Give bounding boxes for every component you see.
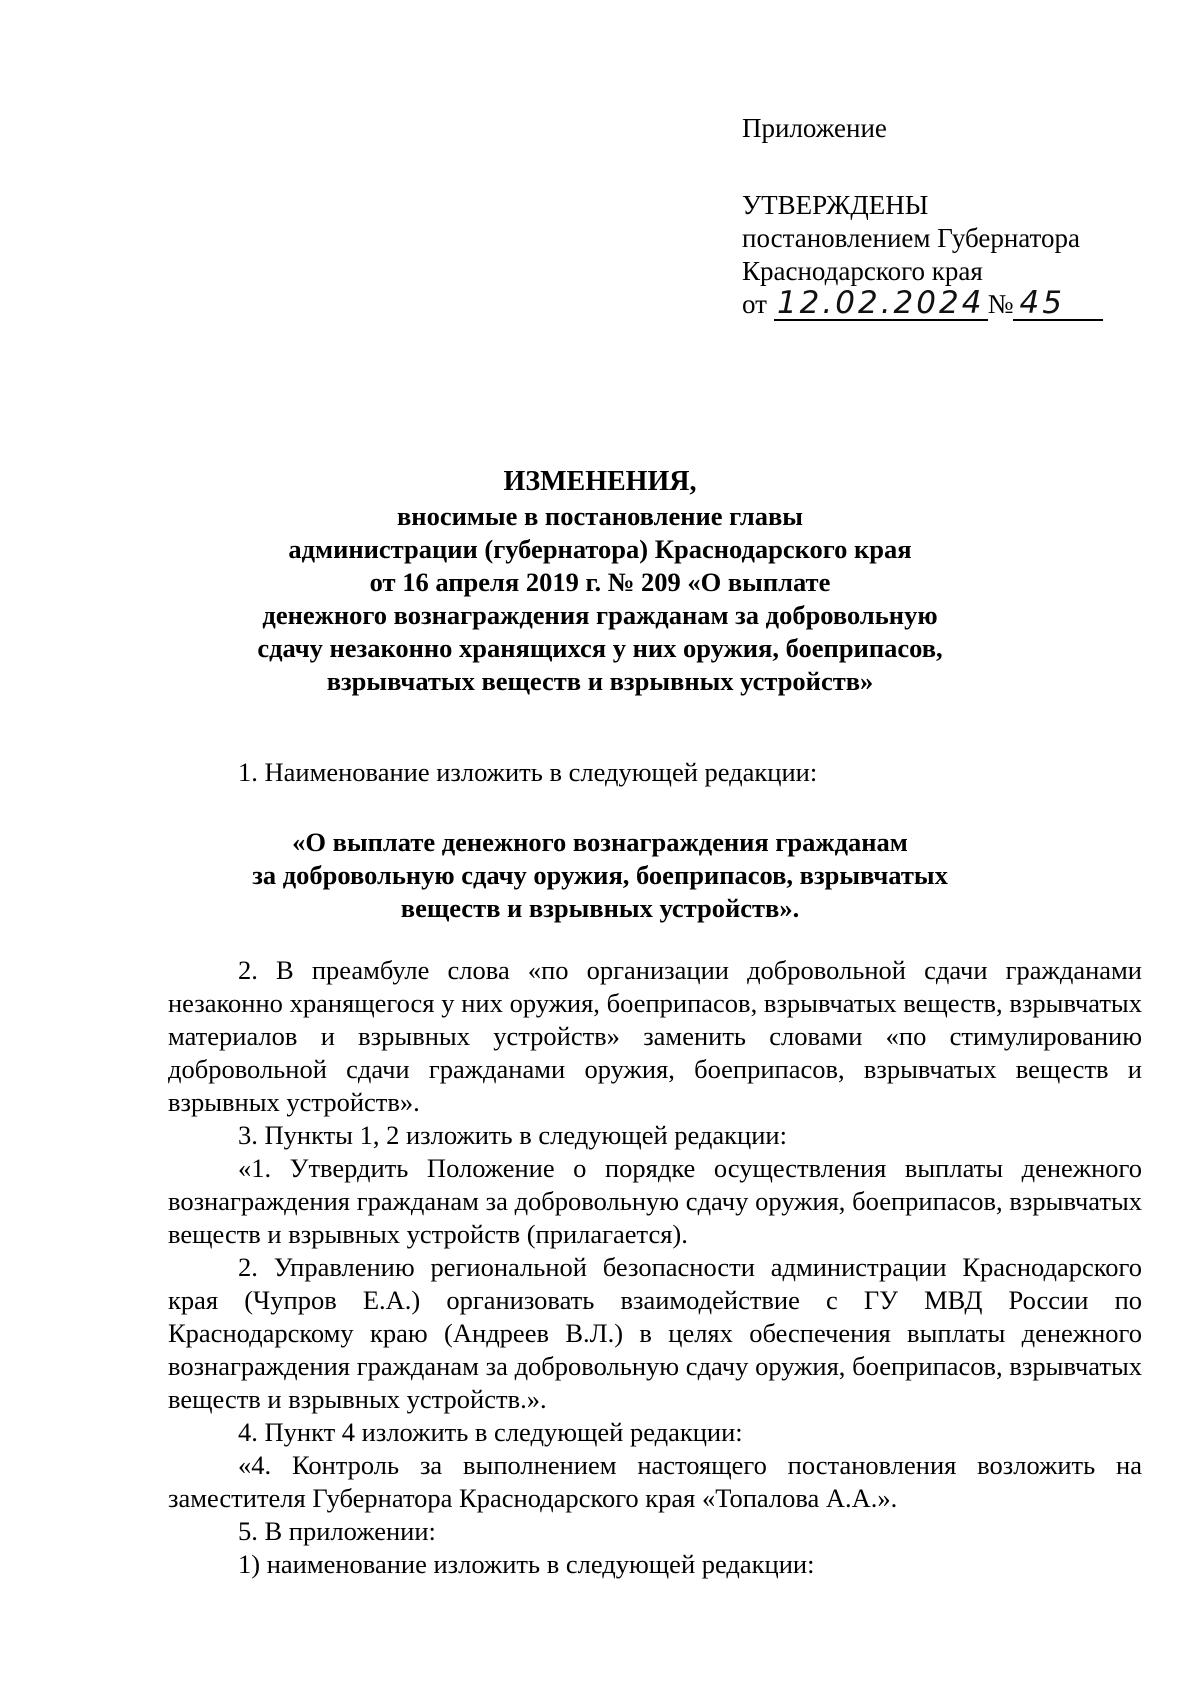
new-title-line: «О выплате денежного вознаграждения гражданам <box>292 827 908 857</box>
title-line: сдачу незаконно хранящихся у них оружия, боеприпасов, <box>257 633 943 663</box>
handwritten-date <box>774 285 988 321</box>
main-text <box>168 954 1142 1581</box>
item-1: 1. Наименование изложить в следующей редакции: <box>238 757 818 787</box>
paragraph-new-item-2: 2. Управлению региональной безопасности администрации Краснодарского края (Чупров Е.А.) организовать взаимодействие с ГУ МВД России по Краснодарскому краю (Андреев В.Л.) в целях обеспечения выплаты денежного вознаграждения гражданам за добровольную сдачу оружия, боеприпасов, взрывчатых веществ и взрывных устройств.». <box>168 1252 1142 1414</box>
approved-label: УТВЕРЖДЕНЫ <box>742 190 929 220</box>
handwritten-date-text: 12.02.2024 <box>776 285 985 321</box>
title-line: администрации (губернатора) Краснодарского края <box>288 534 912 564</box>
paragraph-item-3: 3. Пункты 1, 2 изложить в следующей редакции: <box>238 1120 787 1150</box>
title-line: денежного вознаграждения гражданам за добровольную <box>262 600 938 630</box>
approval-date-line <box>742 285 1103 321</box>
paragraph-item-5: 5. В приложении: <box>238 1516 436 1546</box>
paragraph-new-item-4: «4. Контроль за выполнением настоящего постановления возложить на заместителя Губернатора Краснодарского края «Топалова А.А.». <box>168 1450 1142 1513</box>
title-line: взрывчатых веществ и взрывных устройств» <box>326 666 874 696</box>
approved-by: постановлением Губернатора <box>742 223 1080 253</box>
paragraph-item-2: 2. В преамбуле слова «по организации добровольной сдачи гражданами незаконно хранящегося у них оружия, боеприпасов, взрывчатых веществ, взрывчатых материалов и взрывных устройств» заменить словами «по стимулированию добровольной сдачи гражданами оружия, боеприпасов, взрывчатых веществ и взрывных устройств». <box>168 955 1142 1117</box>
new-title-line: за добровольную сдачу оружия, боеприпасов, взрывчатых <box>252 860 948 890</box>
approval-block <box>742 112 1103 321</box>
date-prefix: от <box>742 289 767 319</box>
paragraph-item-5-1: 1) наименование изложить в следующей редакции: <box>238 1549 815 1579</box>
title-line: вносимые в постановление главы <box>397 501 803 531</box>
approved-region: Краснодарского края <box>742 256 983 286</box>
new-title-redaction <box>0 826 1200 925</box>
paragraph-new-item-1: «1. Утвердить Положение о порядке осуществления выплаты денежного вознаграждения гражданам за добровольную сдачу оружия, боеприпасов, взрывчатых веществ и взрывных устройств (прилагается). <box>168 1153 1142 1249</box>
handwritten-number-text: 45 <box>1019 285 1065 321</box>
number-sign: № <box>987 289 1014 319</box>
title-line: от 16 апреля 2019 г. № 209 «О выплате <box>369 567 831 597</box>
paragraph-item-4: 4. Пункт 4 изложить в следующей редакции: <box>238 1417 743 1447</box>
new-title-line: веществ и взрывных устройств». <box>400 893 800 923</box>
title-heading: ИЗМЕНЕНИЯ, <box>503 466 697 497</box>
annex-label: Приложение <box>742 113 887 143</box>
handwritten-number <box>1013 285 1103 321</box>
document-title <box>0 465 1200 698</box>
